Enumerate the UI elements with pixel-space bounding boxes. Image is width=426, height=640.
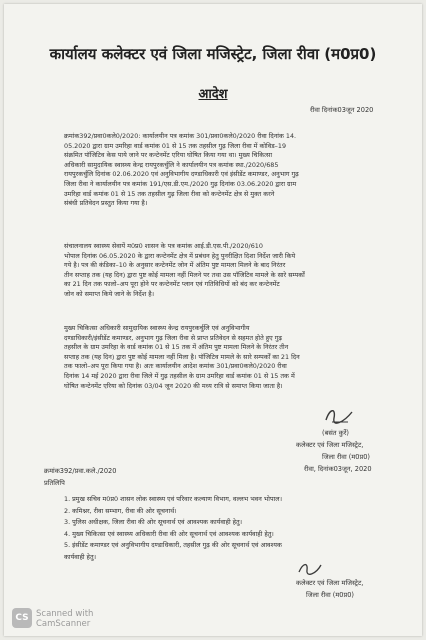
paragraph-3-line: दिनांक 14 मई 2020 द्वारा रीवा जिले में गुढ़ तहसील के ग्राम उमरिहा वार्ड कमांक 01 से 15 तक में — [64, 371, 295, 380]
scanner-watermark — [36, 609, 93, 629]
signature2-designation: कलेक्टर एवं जिला मजिस्ट्रेट, — [296, 579, 364, 587]
paragraph-3-line: मुख्य चिकित्सा अधिकारी सामुदायिक स्वास्थ्य केन्द्र रायपुरकर्चुलि एवं अनुविभागीय — [64, 324, 250, 332]
copy-list — [64, 494, 404, 563]
signature-scribble — [322, 406, 356, 426]
list-item: 1. प्रमुख सचिव म0प्र0 शासन लोक स्वास्थ्य एवं परिवार कल्याण विभाग, वल्लभ भवन भोपाल। — [64, 495, 282, 503]
paragraph-3-line: तक फालो–अप पूरा किया गया है। अतः कार्यालयीन आदेश कमांक 301/प्रवा0कले0/2020 रीवा — [64, 362, 287, 371]
paragraph-1 — [64, 132, 404, 209]
watermark-line: CamScanner — [36, 619, 91, 629]
list-item: 5. इंसीडेंट कमाण्डर एवं अनुविभागीय दण्डाधिकारी, तहसील गुढ़ की ओर सूचनार्थ एवं आवश्यक — [64, 541, 282, 549]
paragraph-2 — [64, 242, 404, 300]
paragraph-1-line: उमरिहा वार्ड कमांक 01 से 15 तक तहसील गुढ़ जिला रीवा को कन्टेनमेंट क्षेत्र से मुक्त करने — [64, 189, 275, 198]
signature-scribble — [296, 560, 324, 578]
signature-date: रीवा, दिनांक03जून, 2020 — [304, 465, 372, 473]
paragraph-2-line: भोपाल दिनांक 06.05.2020 के द्वारा कन्टेनमेंट क्षेत्र में प्रबंधन हेतु पुनरीक्षित दिशा निर्देश जारी किये — [64, 251, 296, 260]
list-item: 2. कमिश्नर, रीवा सम्भाग, रीवा की ओर सूचनार्थ। — [64, 506, 177, 515]
paragraph-1-line: अधिकारी सामुदायिक स्वास्थ्य केन्द्र रायपुरकर्चुलि ने कार्यालयीन पत्र कमांक स्था./2020/685 — [64, 160, 279, 169]
paragraph-3 — [64, 324, 404, 391]
order-date: रीवा दिनांक03जून 2020 — [310, 106, 374, 114]
signatory-name: (बसंत कुर्रे) — [322, 429, 349, 437]
paragraph-1-line: संबंधी प्रतिवेदन प्रस्तुत किया गया है। — [64, 199, 148, 208]
paragraph-1-line: जिला रीवा ने कार्यालयीन पत्र कमांक 191/एस.डी.एम./2020 गुढ़ दिनांक 03.06.2020 द्वारा ग्राम — [64, 179, 297, 188]
paragraph-3-line: दण्डाधिकारी/इंसीडेंट कमाण्डर, अनुभाग गुढ़ जिला रीवा से प्राप्त प्रतिवेदन से सहमत होते हुए गुढ़ — [64, 333, 282, 342]
paragraph-2-line: तीन सप्ताह तक (यह दिन) द्वारा पुष्ट कोई मामला नहीं मिलने पर तथा उस पॉजिटिव मामले के सारे सम्पर्कों — [64, 270, 305, 279]
paragraph-3-line: घोषित कन्टेनमेंट एरिया को दिनांक 03/04 जून 2020 की मध्य रात्रि से समाप्त किया जाता है। — [64, 381, 283, 390]
paragraph-1-line: क्रमांक392/प्रवा0कले0/2020: कार्यालयीन पत्र कमांक 301/प्रवा0कले0/2020 रीवा दिनांक 14. — [64, 132, 297, 140]
office-title: कार्यालय कलेक्टर एवं जिला मजिस्ट्रेट, जिला रीवा (म0प्र0) — [49, 45, 377, 63]
document-page — [4, 4, 422, 636]
paragraph-2-line: संचालनालय स्वास्थ्य सेवायें म0प्र0 शासन के पत्र कमांक आई.डी.एस.पी./2020/610 — [64, 242, 263, 250]
paragraph-1-line: 05.2020 द्वारा ग्राम उमरिहा वार्ड कमांक 01 से 15 तक तहसील गुढ़ जिला रीवा में कोविड–19 — [64, 141, 287, 150]
signatory-district: जिला रीवा (म0प्र0) — [322, 453, 370, 461]
list-item: 3. पुलिस अधीक्षक, जिला रीवा की ओर सूचनार्थ एवं आवश्यक कार्यवाही हेतु। — [64, 518, 243, 526]
paragraph-2-line: का 21 दिन तक फालो–अप पूरा होने पर कन्टेनमेंट प्लान एवं गतिविधियों को बंद कर कन्टेनमेंट — [64, 280, 280, 289]
paragraph-2-line: जोन को समाप्त किये जाने के निर्देश है। — [64, 289, 155, 298]
watermark-line: Scanned with — [36, 609, 94, 619]
paragraph-3-line: तहसील के ग्राम उमरिहा के वार्ड कमांक 01 से 15 तक में अंतिम पुष्ट मामला मिलने के निरंतर तीन — [64, 343, 289, 352]
signature2-district: जिला रीवा (म0प्र0) — [306, 591, 354, 599]
signatory-designation: कलेक्टर एवं जिला मजिस्ट्रेट, — [296, 441, 364, 449]
list-item: 4. मुख्य चिकित्सा एवं स्वास्थ्य अधिकारी रीवा की ओर सूचनार्थ एवं आवश्यक कार्यवाही हेतु। — [64, 529, 274, 538]
paragraph-1-line: रायपुरकर्चुलि दिनांक 02.06.2020 एवं अनुविभागीय दण्डाधिकारी एवं इंसीडेंट कमाण्डर, अनुभाग गुढ़ — [64, 170, 299, 179]
paragraph-3-line: सप्ताह तक (यह दिन) द्वारा पुष्ट कोई मामला नहीं मिला है। पॉजिटिव मामले के सारे सम्पर्कों का 21 दिन — [64, 352, 300, 361]
copy-reference: क्रमांक392/प्रवा.कले./2020 — [44, 467, 117, 475]
order-heading: आदेश — [198, 87, 228, 102]
list-item: कार्यवाही हेतु। — [64, 552, 97, 561]
copy-label: प्रतिलिपि — [44, 479, 65, 487]
paragraph-1-line: संक्रमित पॉजिटिव केस पाये जाने पर कन्टेनमेंट एरिया घोषित किया गया था। मुख्य चिकित्सा — [64, 151, 272, 160]
camscanner-logo-icon: CS — [12, 608, 32, 628]
paragraph-2-line: गये है। पत्र की कंडिका–10 के अनुसार कन्टेनमेंट जोन में अंतिम पुष्ट मामला मिलने के बाद निरंतर — [64, 261, 286, 270]
